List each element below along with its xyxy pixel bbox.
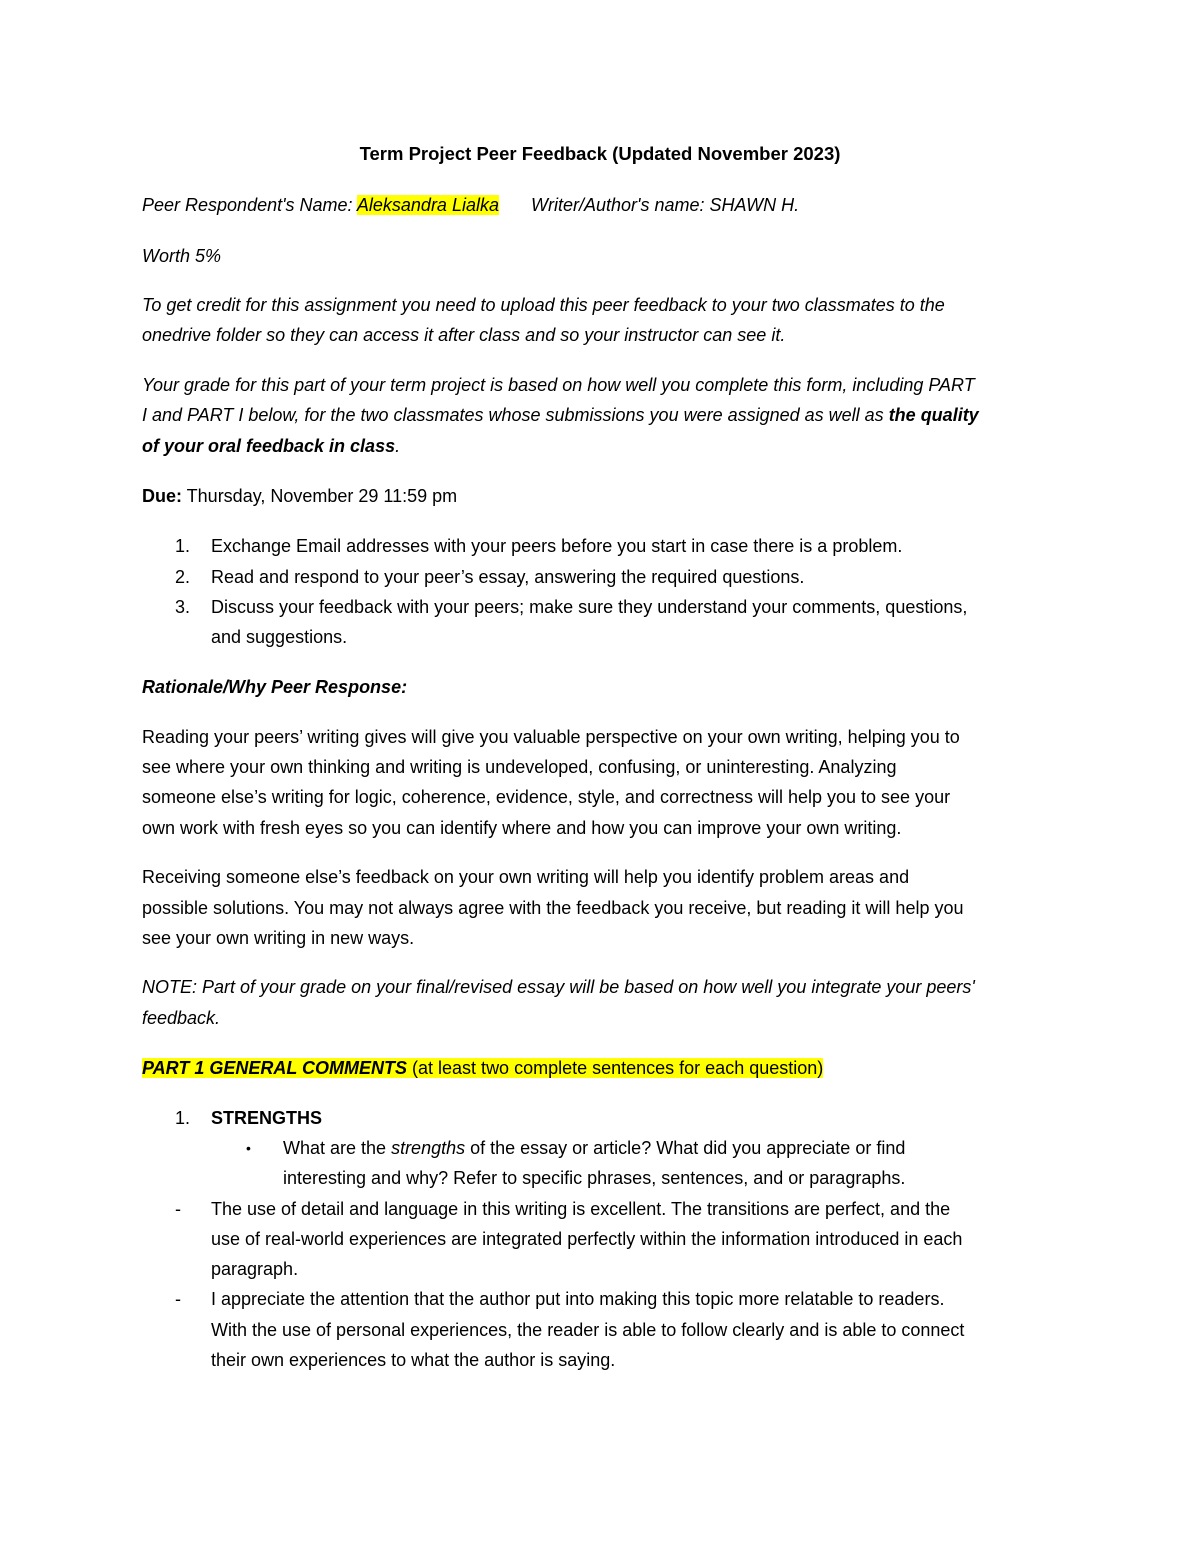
grade-line-2 [142,400,979,430]
worth-text: Worth 5% [142,246,222,266]
document-title: Term Project Peer Feedback (Updated November 2023) [359,143,841,164]
part1-subheading: (at least two complete sentences for each question) [407,1058,824,1078]
step-3-text-2: and suggestions. [211,627,348,647]
question-part-a: What are the [283,1138,392,1158]
rationale-p2-line-2: possible solutions. You may not always agree with the feedback you receive, but reading it will help you [142,898,964,918]
rationale-p2-line-1: Receiving someone else’s feedback on your own writing will help you identify problem areas and [142,867,910,887]
rationale-p1-line-2: see where your own thinking and writing is undeveloped, confusing, or uninteresting. Analyzing [142,757,897,777]
rationale-p1-line-4: own work with fresh eyes so you can identify where and how you can improve your own writing. [142,818,902,838]
due-label: Due: [142,486,182,506]
answer-1-line-2: use of real-world experiences are integrated perfectly within the information introduced in each [211,1229,963,1249]
step-2-text: Read and respond to your peer’s essay, answering the required questions. [211,567,805,587]
part1-heading-line [142,1053,823,1083]
grade-line-1: Your grade for this part of your term project is based on how well you complete this form, including PART [142,375,975,395]
answer-2-line-1: I appreciate the attention that the author put into making this topic more relatable to readers. [211,1289,945,1309]
note-line-1: NOTE: Part of your grade on your final/revised essay will be based on how well you integrate your peers' [142,977,975,997]
due-line [142,481,457,511]
step-2-number: 2. [175,567,191,587]
strengths-question-line-1 [283,1133,905,1163]
credit-line-1: To get credit for this assignment you need to upload this peer feedback to your two classmates to the [142,295,945,315]
strengths-number: 1. [175,1108,191,1128]
rationale-p1-line-3: someone else’s writing for logic, coherence, evidence, style, and correctness will help you to see your [142,787,951,807]
question-emphasis: strengths [391,1138,466,1158]
answer-1-line-1: The use of detail and language in this writing is excellent. The transitions are perfect, and the [211,1199,951,1219]
respondent-name: Aleksandra Lialka [356,195,499,215]
answer-1-dash: - [175,1199,181,1219]
strengths-question-line-2: interesting and why? Refer to specific phrases, sentences, and or paragraphs. [283,1168,906,1188]
grade-line-3 [142,431,400,461]
part1-heading: PART 1 GENERAL COMMENTS [142,1058,408,1078]
answer-2-dash: - [175,1289,181,1309]
rationale-p1-line-1: Reading your peers’ writing gives will give you valuable perspective on your own writing, helping you to [142,727,960,747]
step-3-number: 3. [175,597,191,617]
answer-2-line-3: their own experiences to what the author is saying. [211,1350,616,1370]
author-label: Writer/Author's name: [530,195,710,215]
answer-2-line-2: With the use of personal experiences, the reader is able to follow clearly and is able to connect [211,1320,965,1340]
grade-period: . [395,436,401,456]
respondent-label: Peer Respondent's Name: [142,195,357,215]
bullet-icon: • [246,1140,251,1156]
step-1-number: 1. [175,536,191,556]
step-3-text-1: Discuss your feedback with your peers; make sure they understand your comments, questions, [211,597,968,617]
due-value: Thursday, November 29 11:59 pm [182,486,458,506]
strengths-heading: STRENGTHS [211,1108,323,1128]
part1-highlight [142,1058,823,1078]
rationale-p2-line-3: see your own writing in new ways. [142,928,415,948]
grade-emphasis-2: of your oral feedback in class [142,436,396,456]
grade-line-2-text: I and PART I below, for the two classmates whose submissions you were assigned as well as [142,405,889,425]
answer-1-line-3: paragraph. [211,1259,299,1279]
respondent-line [142,190,799,220]
note-line-2: feedback. [142,1008,221,1028]
rationale-heading: Rationale/Why Peer Response: [142,677,408,697]
question-part-c: of the essay or article? What did you appreciate or find [465,1138,906,1158]
credit-line-2: onedrive folder so they can access it after class and so your instructor can see it. [142,325,786,345]
step-1-text: Exchange Email addresses with your peers before you start in case there is a problem. [211,536,903,556]
author-name: SHAWN H. [709,195,800,215]
grade-emphasis-1: the quality [888,405,979,425]
